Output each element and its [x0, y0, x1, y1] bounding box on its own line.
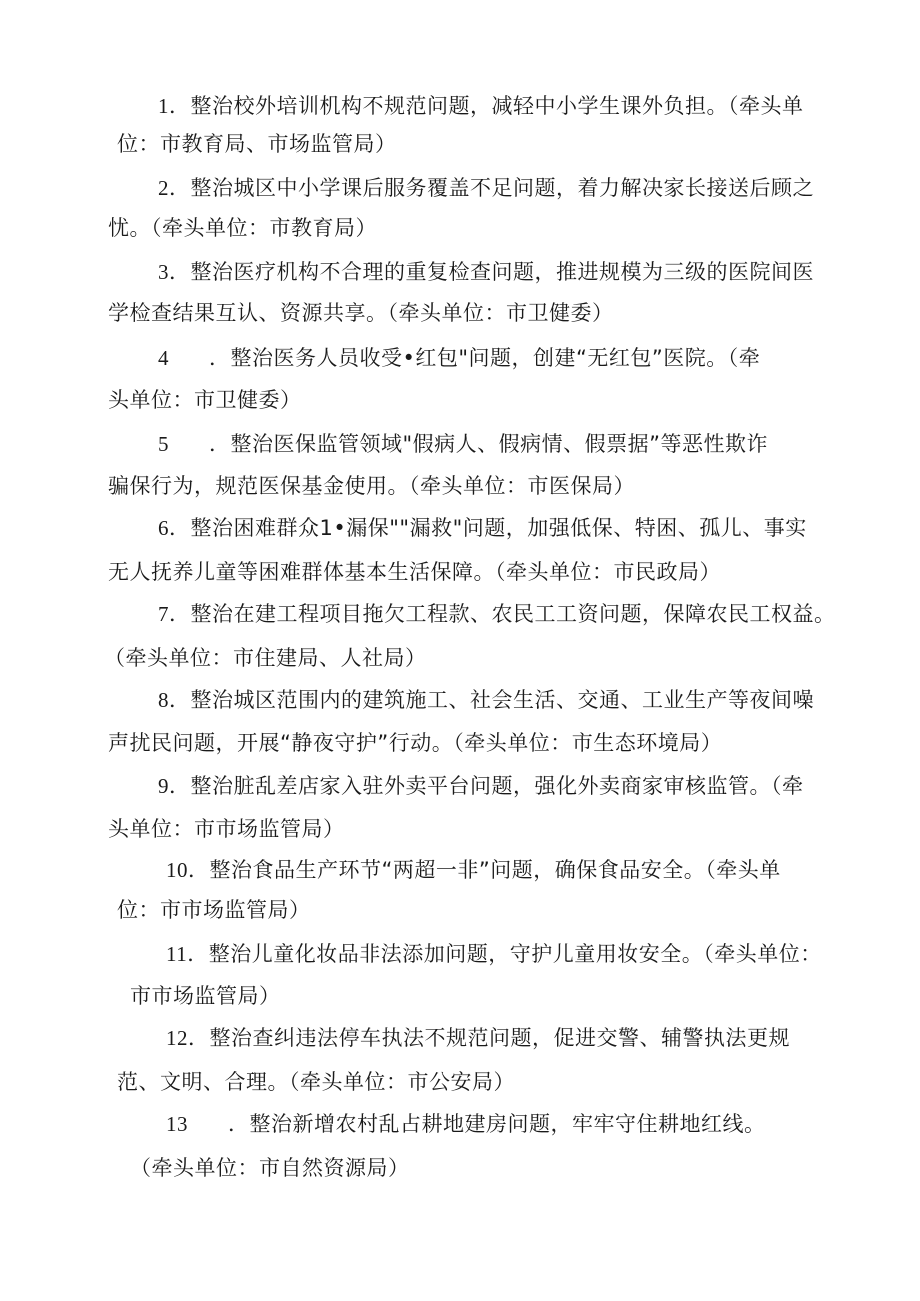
item-line-1 — [158, 258, 814, 286]
item-text-continued: （牵头单位：市住建局、人社局） — [104, 646, 427, 670]
item-number: 12 — [166, 1026, 188, 1050]
item-line-2 — [108, 729, 722, 757]
item-text: ．整治儿童化妆品非法添加问题，守护儿童用妆安全。（牵头单位： — [187, 942, 822, 966]
item-line-2 — [130, 1154, 410, 1182]
item-text-continued: 市市场监管局） — [130, 984, 281, 1008]
item-line-1 — [158, 772, 804, 800]
item-text-continued: 头单位：市卫健委） — [108, 388, 302, 412]
item-text: ．整治新增农村乱占耕地建房问题，牢牢守住耕地红线。 — [228, 1112, 766, 1136]
item-text-continued: 忧。（牵头单位：市教育局） — [108, 216, 377, 240]
item-text-continued: 无人抚养儿童等困难群体基本生活保障。（牵头单位：市民政局） — [108, 560, 721, 584]
item-line-2 — [108, 815, 345, 843]
item-line-1 — [158, 344, 760, 372]
item-text: ．整治医疗机构不合理的重复检查问题，推进规模为三级的医院间医 — [169, 260, 814, 284]
item-number: 4 — [158, 346, 169, 370]
item-line-1 — [158, 686, 814, 714]
item-text: ．整治校外培训机构不规范问题，减轻中小学生课外负担。（牵头单 — [169, 94, 804, 118]
item-text-continued: 骗保行为，规范医保基金使用。（牵头单位：市医保局） — [108, 474, 635, 498]
item-text: ．整治脏乱差店家入驻外卖平台问题，强化外卖商家审核监管。（牵 — [169, 774, 804, 798]
item-line-1 — [158, 174, 814, 202]
item-text-continued: 学检查结果互认、资源共享。（牵头单位：市卫健委） — [108, 301, 614, 325]
item-line-1 — [158, 430, 768, 458]
item-number: 9 — [158, 774, 169, 798]
item-number: 8 — [158, 688, 169, 712]
item-text-continued: 位：市市场监管局） — [117, 898, 311, 922]
item-line-2 — [108, 386, 302, 414]
item-number: 7 — [158, 602, 169, 626]
item-text-continued: 位：市教育局、市场监管局） — [117, 132, 397, 156]
item-text: ．整治城区范围内的建筑施工、社会生活、交通、工业生产等夜间噪 — [169, 688, 814, 712]
item-line-2 — [117, 130, 397, 158]
item-text: ．整治食品生产环节“两超一非”问题，确保食品安全。（牵头单 — [188, 858, 781, 882]
item-line-2 — [130, 982, 281, 1010]
item-text: ．整治困难群众1•漏保""漏救"问题，加强低保、特困、孤儿、事实 — [169, 516, 807, 540]
item-number: 13 — [166, 1112, 188, 1136]
item-line-1 — [158, 600, 836, 628]
item-number: 1 — [158, 94, 169, 118]
item-line-1 — [166, 1110, 766, 1138]
item-text-continued: （牵头单位：市自然资源局） — [130, 1156, 410, 1180]
item-number: 11 — [166, 942, 188, 966]
item-line-1 — [166, 1024, 790, 1052]
item-line-2 — [108, 558, 721, 586]
item-line-1 — [166, 856, 781, 884]
item-line-2 — [108, 472, 635, 500]
item-line-1 — [158, 514, 807, 542]
item-number: 5 — [158, 432, 169, 456]
item-line-2 — [117, 896, 311, 924]
item-text: ．整治城区中小学课后服务覆盖不足问题，着力解决家长接送后顾之 — [169, 176, 814, 200]
item-number: 6 — [158, 516, 169, 540]
item-number: 10 — [166, 858, 188, 882]
item-text: ．整治医务人员收受•红包"问题，创建“无红包”医院。（牵 — [209, 346, 761, 370]
item-line-2 — [108, 214, 377, 242]
item-line-1 — [166, 940, 822, 968]
item-number: 3 — [158, 260, 169, 284]
item-text: ．整治在建工程项目拖欠工程款、农民工工资问题，保障农民工权益。 — [169, 602, 836, 626]
item-text-continued: 声扰民问题，开展“静夜守护”行动。（牵头单位：市生态环境局） — [108, 731, 723, 755]
item-line-2 — [108, 299, 614, 327]
item-text-continued: 范、文明、合理。（牵头单位：市公安局） — [117, 1070, 515, 1094]
item-text: ．整治医保监管领域"假病人、假病情、假票据”等恶性欺诈 — [209, 432, 769, 456]
item-line-1 — [158, 92, 804, 120]
item-line-2 — [104, 644, 427, 672]
item-number: 2 — [158, 176, 169, 200]
item-text: ．整治查纠违法停车执法不规范问题，促进交警、辅警执法更规 — [188, 1026, 790, 1050]
item-text-continued: 头单位：市市场监管局） — [108, 817, 345, 841]
item-line-2 — [117, 1068, 515, 1096]
